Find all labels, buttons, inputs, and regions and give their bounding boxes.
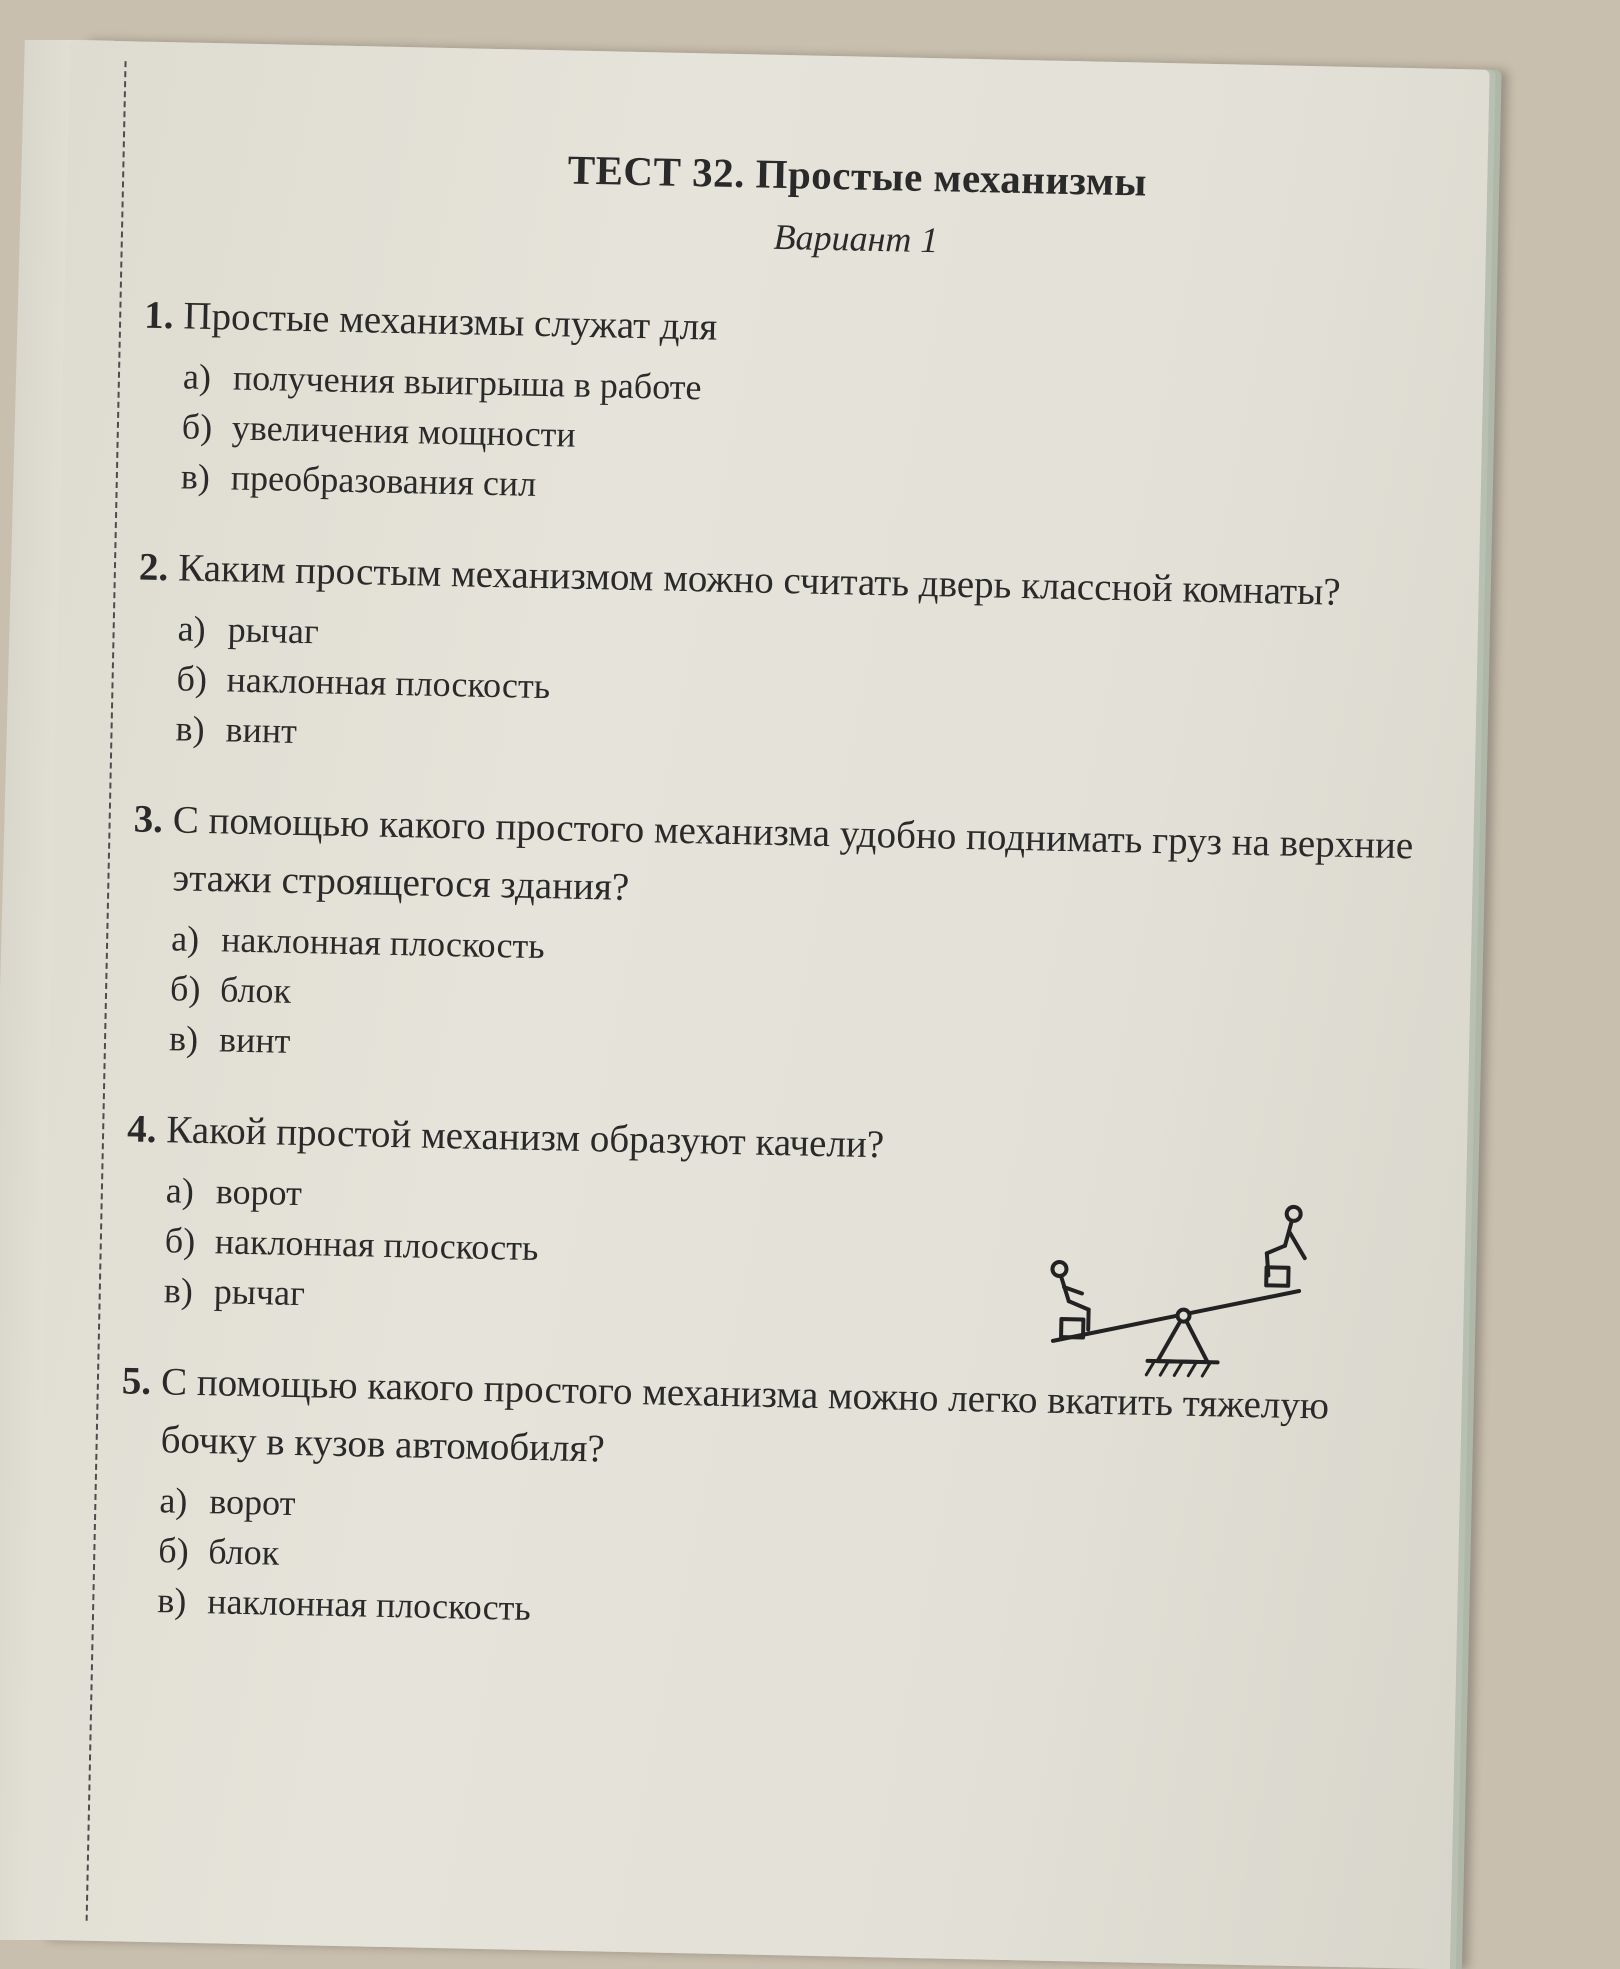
option-text: наклонная плоскость	[214, 1221, 538, 1268]
question-body: С помощью какого простого механизма можно легко вкатить тяжелую бочку в кузов автомобиля?	[160, 1360, 1329, 1470]
option-text: преобразования сил	[230, 457, 536, 503]
question-body: С помощью какого простого механизма удобно поднимать груз на верхние этажи строящегося здания?	[172, 798, 1414, 909]
left-child-figure	[1051, 1262, 1090, 1338]
question-text	[132, 791, 1434, 934]
question-number: 2.	[139, 546, 169, 590]
option-text: блок	[208, 1531, 280, 1572]
option-letter: в)	[169, 1013, 220, 1064]
right-child-figure	[1266, 1206, 1306, 1286]
cut-line	[86, 61, 127, 1921]
option-letter: б)	[176, 653, 227, 704]
question-body: Простые механизмы служат для	[183, 294, 718, 348]
question-number: 3.	[133, 798, 163, 842]
option-letter: б)	[181, 401, 232, 452]
option-text: наклонная плоскость	[226, 659, 550, 706]
option-letter: в)	[157, 1575, 208, 1626]
option-letter: б)	[158, 1525, 209, 1576]
question-3	[129, 791, 1434, 1090]
page-title	[147, 137, 1448, 212]
page-content	[117, 137, 1448, 1652]
question-2	[135, 539, 1439, 780]
option-letter: а)	[165, 1165, 216, 1216]
option-text: рычаг	[227, 609, 319, 651]
question-number: 4.	[127, 1107, 157, 1151]
title-prefix: ТЕСТ 32.	[567, 146, 745, 196]
option-letter: а)	[182, 351, 233, 402]
question-1	[140, 287, 1444, 528]
option-text: увеличения мощности	[232, 407, 577, 454]
option-letter: б)	[164, 1215, 215, 1266]
option-letter: в)	[180, 451, 231, 502]
option-text: получения выигрыша в работе	[233, 357, 702, 407]
option-text: винт	[225, 709, 297, 750]
option-text: винт	[219, 1019, 291, 1060]
option-text: рычаг	[213, 1271, 305, 1313]
question-body: Каким простым механизмом можно считать дверь классной комнаты?	[178, 546, 1341, 613]
question-number: 1.	[144, 294, 174, 338]
answer-options	[129, 912, 1432, 1089]
option-text: наклонная плоскость	[207, 1581, 531, 1628]
option-text: наклонная плоскость	[221, 919, 545, 966]
answer-options	[135, 603, 1438, 780]
variant-label: Вариант 1	[146, 203, 1447, 272]
option-text: ворот	[216, 1171, 303, 1213]
option-text: блок	[220, 969, 292, 1010]
title-main: Простые механизмы	[755, 150, 1147, 204]
option-letter: а)	[159, 1475, 210, 1526]
test-page	[30, 40, 1489, 1969]
question-5	[117, 1352, 1422, 1651]
answer-options	[117, 1474, 1420, 1651]
question-text	[127, 1100, 928, 1175]
option-letter: а)	[177, 603, 228, 654]
answer-options	[140, 351, 1443, 528]
option-letter: в)	[175, 703, 226, 754]
option-text: ворот	[209, 1481, 296, 1523]
option-letter: в)	[163, 1265, 214, 1316]
seesaw-pivot	[1177, 1309, 1189, 1321]
option-letter: а)	[171, 913, 222, 964]
question-number: 5.	[121, 1359, 151, 1403]
question-body: Какой простой механизм образуют качели?	[166, 1108, 885, 1166]
seesaw-icon	[1032, 1190, 1336, 1396]
option-letter: б)	[170, 963, 221, 1014]
